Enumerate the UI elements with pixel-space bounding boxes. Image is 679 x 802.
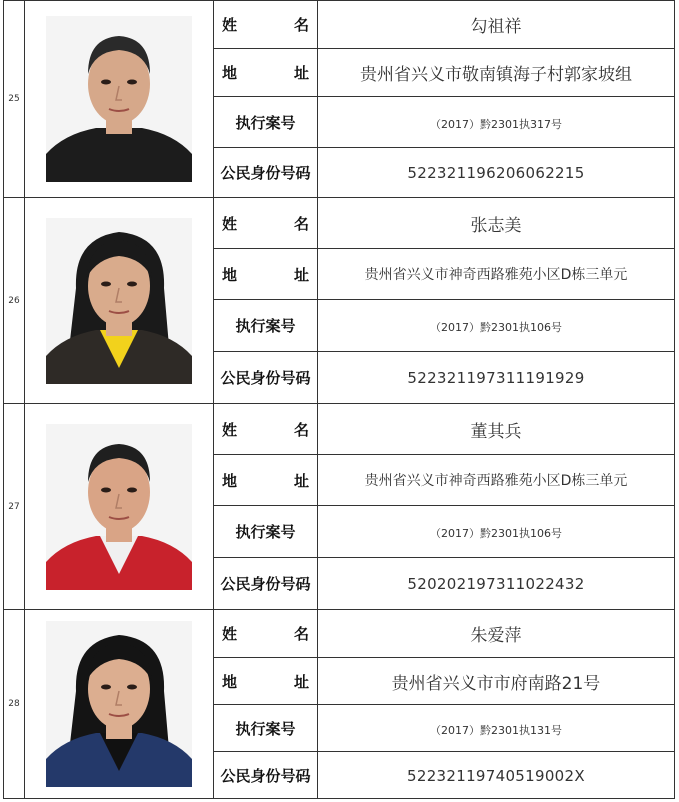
label-name-char-1: 姓: [222, 16, 238, 34]
portrait-right-eye: [127, 281, 137, 286]
record-sheet: [3, 0, 678, 802]
person-portrait: [46, 424, 192, 590]
case-text: （2017）黔2301执106号: [430, 321, 562, 334]
value-name: [318, 1, 675, 49]
portrait-right-eye: [127, 487, 137, 492]
label-case: [214, 506, 318, 558]
person-portrait: [46, 16, 192, 182]
portrait-right-eye: [127, 685, 137, 690]
label-address: [214, 455, 318, 506]
value-case: [318, 705, 675, 752]
label-address-char-1: 地: [222, 265, 238, 284]
value-name: [318, 404, 675, 455]
portrait-cell: [25, 404, 214, 610]
record-number: 25: [4, 1, 25, 198]
id-text: 52232119740519002X: [407, 766, 585, 785]
label-name-char-2: 名: [293, 214, 309, 233]
value-id: [318, 352, 675, 404]
label-case: [214, 97, 318, 148]
label-case-text: 执行案号: [235, 523, 296, 541]
label-case-text: 执行案号: [235, 317, 296, 335]
label-address-char-2: 址: [293, 471, 309, 490]
person-portrait: [46, 218, 192, 384]
label-name-char-1: 姓: [222, 625, 238, 643]
case-text: （2017）黔2301执106号: [430, 527, 562, 540]
id-text: 520202197311022432: [407, 575, 585, 593]
portrait-left-eye: [101, 281, 111, 286]
value-address: [318, 658, 675, 705]
portrait-left-eye: [101, 487, 111, 492]
label-case: [214, 300, 318, 352]
label-id-text: 公民身份号码: [220, 575, 311, 593]
case-text: （2017）黔2301执131号: [430, 723, 562, 737]
name-text: 朱爱萍: [470, 626, 522, 646]
label-name-char-2: 名: [293, 625, 309, 643]
label-name: [214, 198, 318, 249]
record-row-name: [4, 198, 675, 249]
portrait-right-eye: [127, 80, 137, 85]
name-text: 张志美: [470, 215, 522, 236]
label-address: [214, 249, 318, 300]
label-name-char-1: 姓: [222, 420, 238, 439]
label-address: [214, 658, 318, 705]
label-id-text: 公民身份号码: [220, 766, 311, 785]
label-name: [214, 1, 318, 49]
label-id-text: 公民身份号码: [220, 164, 311, 182]
record-number: 28: [4, 610, 25, 799]
label-name: [214, 404, 318, 455]
label-case-text: 执行案号: [235, 113, 296, 132]
label-id: [214, 352, 318, 404]
label-address-char-1: 地: [222, 672, 238, 691]
label-id: [214, 558, 318, 610]
label-id: [214, 148, 318, 198]
value-address: [318, 249, 675, 300]
portrait-cell: [25, 198, 214, 404]
label-id-text: 公民身份号码: [220, 369, 311, 387]
person-portrait: [46, 621, 192, 787]
label-address-char-2: 址: [293, 672, 309, 691]
value-case: [318, 506, 675, 558]
label-case: [214, 705, 318, 752]
case-text: （2017）黔2301执317号: [430, 117, 562, 131]
id-text: 522321197311191929: [407, 369, 585, 387]
value-id: [318, 752, 675, 799]
value-id: [318, 148, 675, 198]
records-body: [4, 1, 675, 799]
records-table: [3, 0, 675, 799]
value-case: [318, 97, 675, 148]
value-case: [318, 300, 675, 352]
label-address-char-2: 址: [293, 265, 309, 284]
label-name-char-2: 名: [293, 16, 309, 34]
label-case-text: 执行案号: [235, 719, 296, 738]
portrait-left-eye: [101, 80, 111, 85]
value-address: [318, 49, 675, 97]
value-name: [318, 198, 675, 249]
id-text: 522321196206062215: [407, 164, 585, 182]
value-address: [318, 455, 675, 506]
address-text: 贵州省兴义市神奇西路雅苑小区D栋三单元: [364, 267, 628, 283]
portrait-cell: [25, 610, 214, 799]
label-name-char-1: 姓: [222, 214, 238, 233]
label-address: [214, 49, 318, 97]
label-address-char-1: 地: [222, 471, 238, 490]
address-text: 贵州省兴义市敬南镇海子村郭家坡组: [360, 65, 632, 85]
record-row-name: [4, 1, 675, 49]
record-row-name: [4, 404, 675, 455]
name-text: 董其兵: [470, 421, 522, 442]
label-name-char-2: 名: [293, 420, 309, 439]
label-address-char-1: 地: [222, 64, 238, 82]
address-text: 贵州省兴义市神奇西路雅苑小区D栋三单元: [364, 473, 628, 489]
label-address-char-2: 址: [293, 64, 309, 82]
value-name: [318, 610, 675, 658]
label-id: [214, 752, 318, 799]
name-text: 勾祖祥: [470, 17, 522, 37]
record-number: 27: [4, 404, 25, 610]
value-id: [318, 558, 675, 610]
label-name: [214, 610, 318, 658]
portrait-cell: [25, 1, 214, 198]
portrait-left-eye: [101, 685, 111, 690]
record-row-name: [4, 610, 675, 658]
address-text: 贵州省兴义市市府南路21号: [391, 673, 601, 694]
record-number: 26: [4, 198, 25, 404]
